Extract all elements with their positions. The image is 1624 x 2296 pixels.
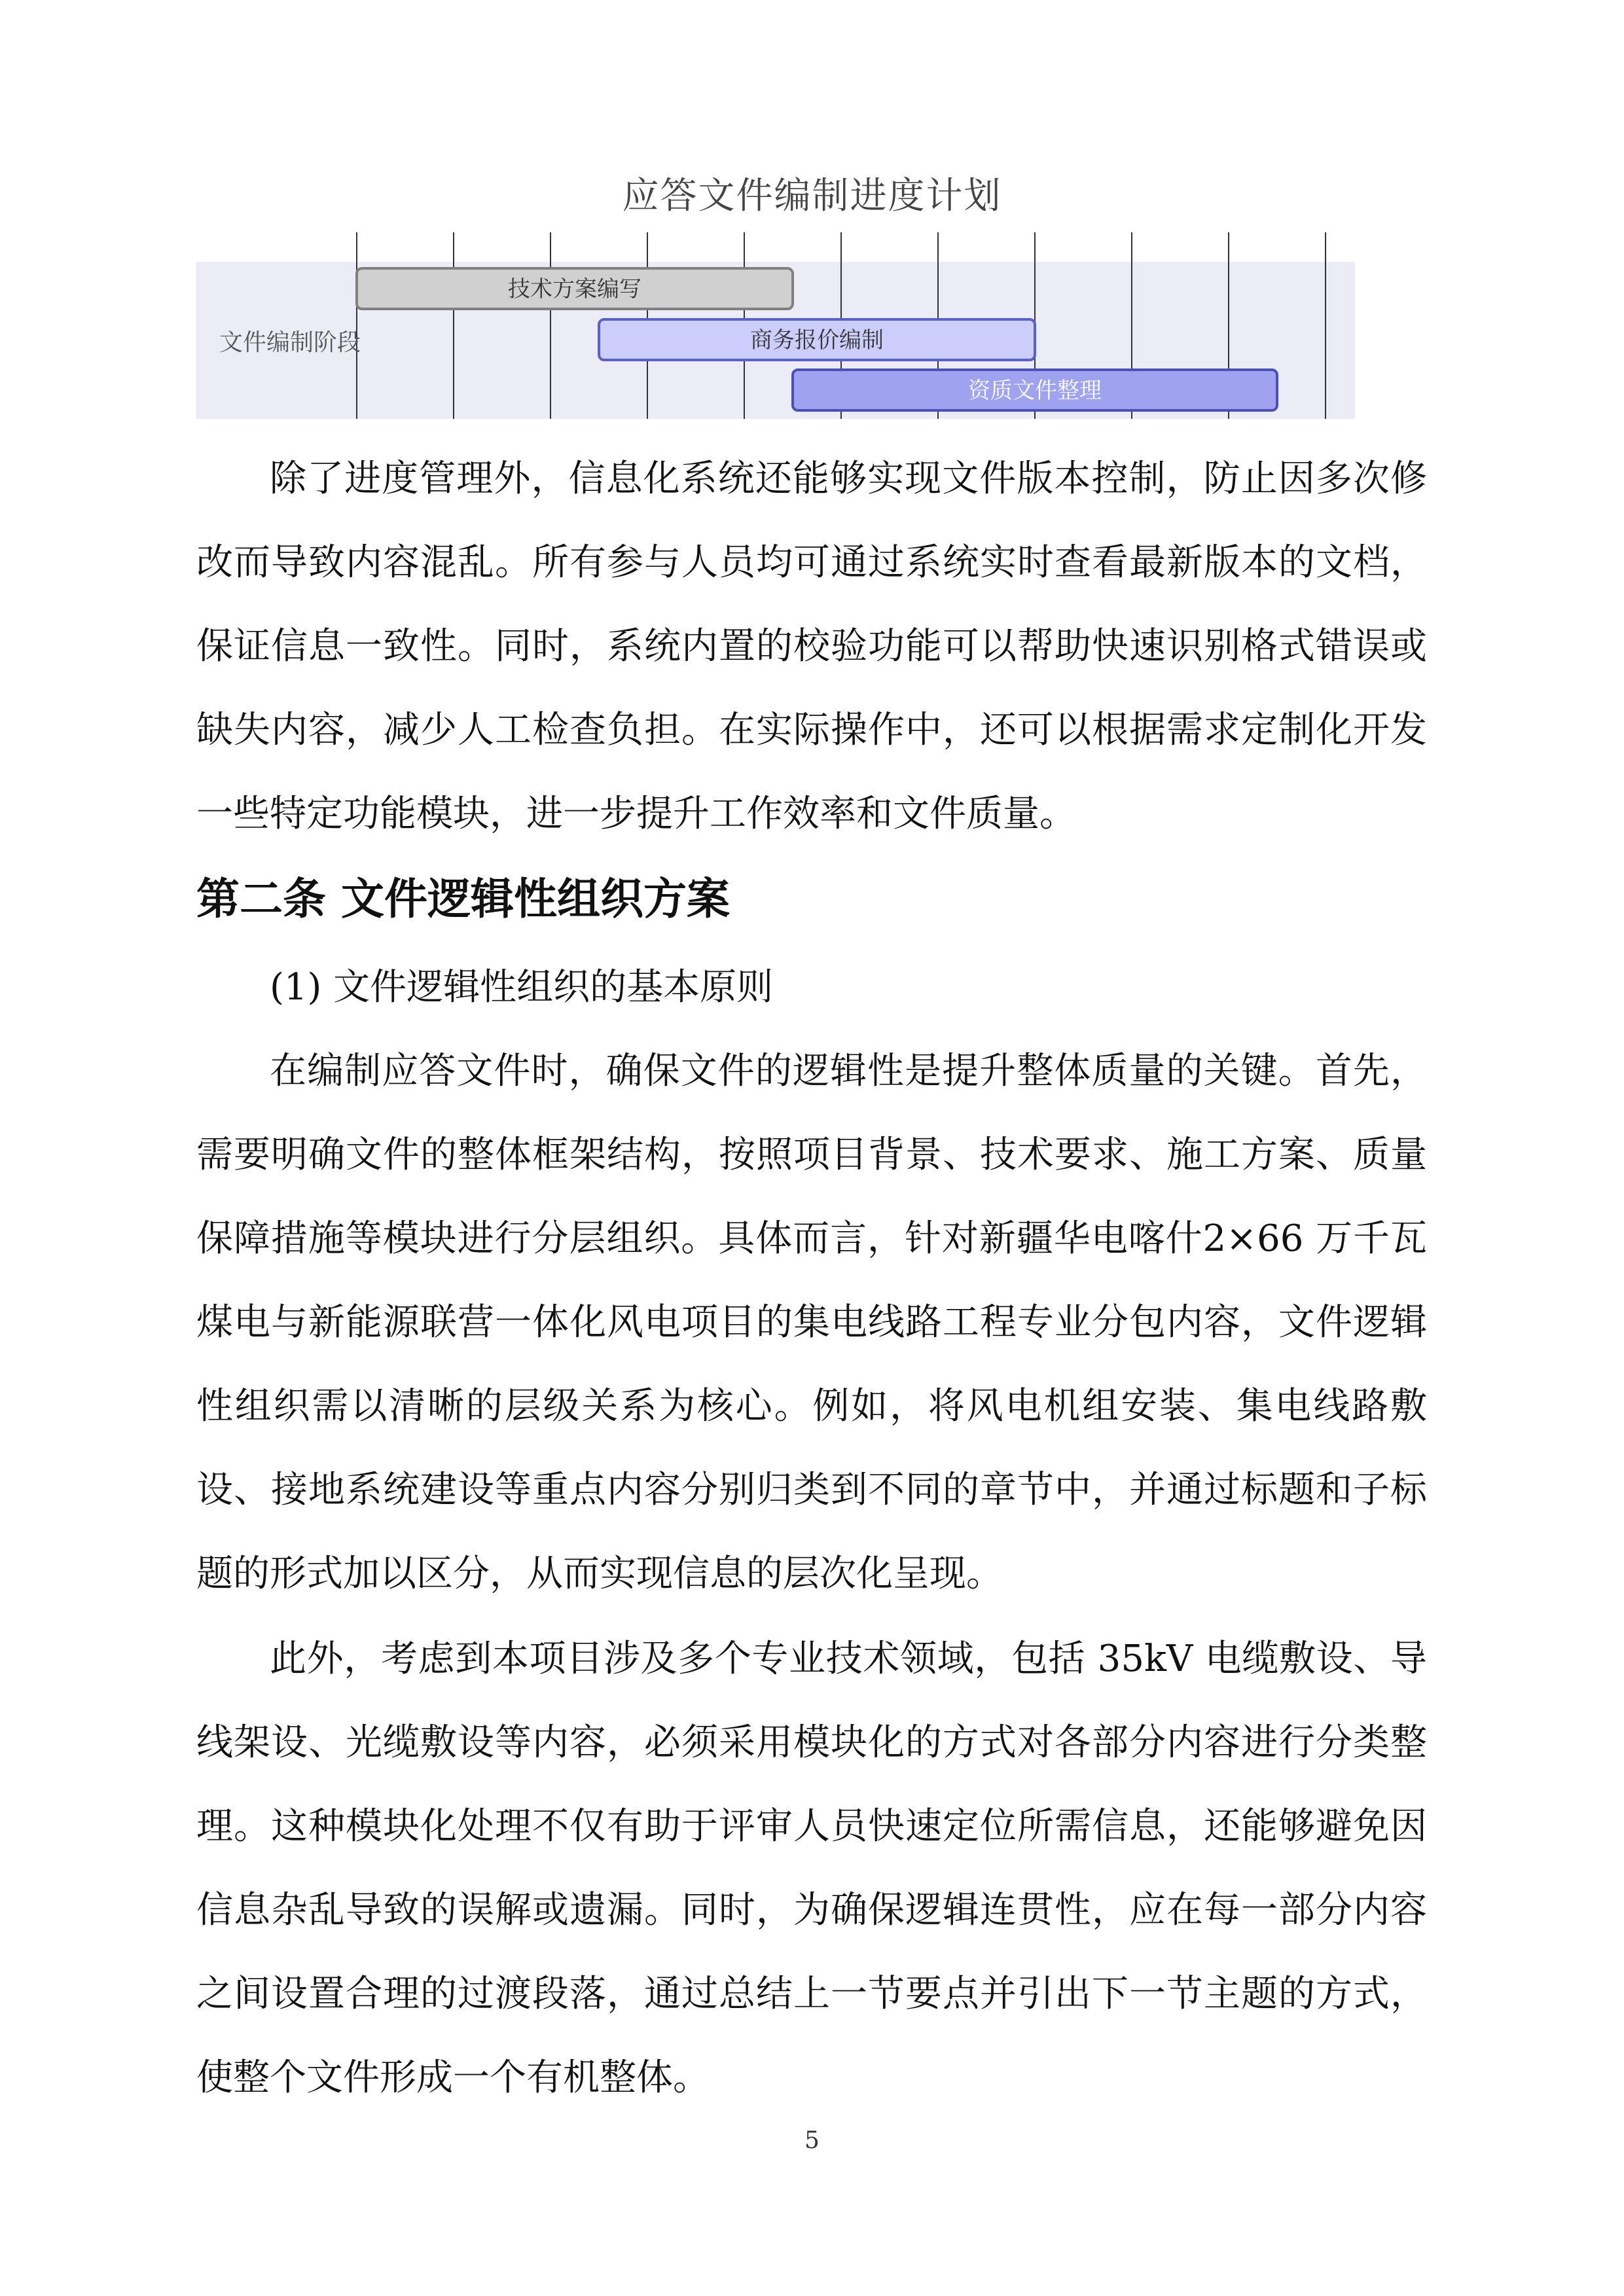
gantt-chart xyxy=(196,232,1362,422)
page-number: 5 xyxy=(804,2127,820,2154)
gantt-bar-label: 技术方案编写 xyxy=(508,276,641,302)
paragraph-modular-organization: 此外，考虑到本项目涉及多个专业技术领域，包括 35kV 电缆敷设、导线架设、光缆敷设等内容，必须采用模块化的方式对各部分内容进行分类整理。这种模块化处理不仅有助于评审人员快速定位所需信息，还能够避免因信息杂乱导致的误解或遗漏。同时，为确保逻辑连贯性，应在每一部分内容之间设置合理的过渡段落，通过总结上一节要点并引出下一节主题的方式，使整个文件形成一个有机整体。 xyxy=(196,1638,1427,2099)
gantt-bar-label: 资质文件整理 xyxy=(968,378,1102,404)
gantt-title: 应答文件编制进度计划 xyxy=(622,175,1002,217)
section-heading: 第二条 文件逻辑性组织方案 xyxy=(196,874,730,924)
paragraph-version-control: 除了进度管理外，信息化系统还能够实现文件版本控制，防止因多次修改而导致内容混乱。所有参与人员均可通过系统实时查看最新版本的文档，保证信息一致性。同时，系统内置的校验功能可以帮助快速识别格式错误或缺失内容，减少人工检查负担。在实际操作中，还可以根据需求定制化开发一些特定功能模块，进一步提升工作效率和文件质量。 xyxy=(196,457,1427,835)
gantt-row-label: 文件编制阶段 xyxy=(219,329,361,356)
paragraph-logic-principles: 在编制应答文件时，确保文件的逻辑性是提升整体质量的关键。首先，需要明确文件的整体框架结构，按照项目背景、技术要求、施工方案、质量保障措施等模块进行分层组织。具体而言，针对新疆华电喀什2×66 万千瓦煤电与新能源联营一体化风电项目的集电线路工程专业分包内容，文件逻辑性组织需以清晰的层级关系为核心。例如，将风电机组安装、集电线路敷设、接地系统建设等重点内容分别归类到不同的章节中，并通过标题和子标题的形式加以区分，从而实现信息的层次化呈现。 xyxy=(196,1050,1427,1595)
gantt-bar-label: 商务报价编制 xyxy=(750,327,884,353)
subsection-heading: (1) 文件逻辑性组织的基本原则 xyxy=(270,966,774,1009)
